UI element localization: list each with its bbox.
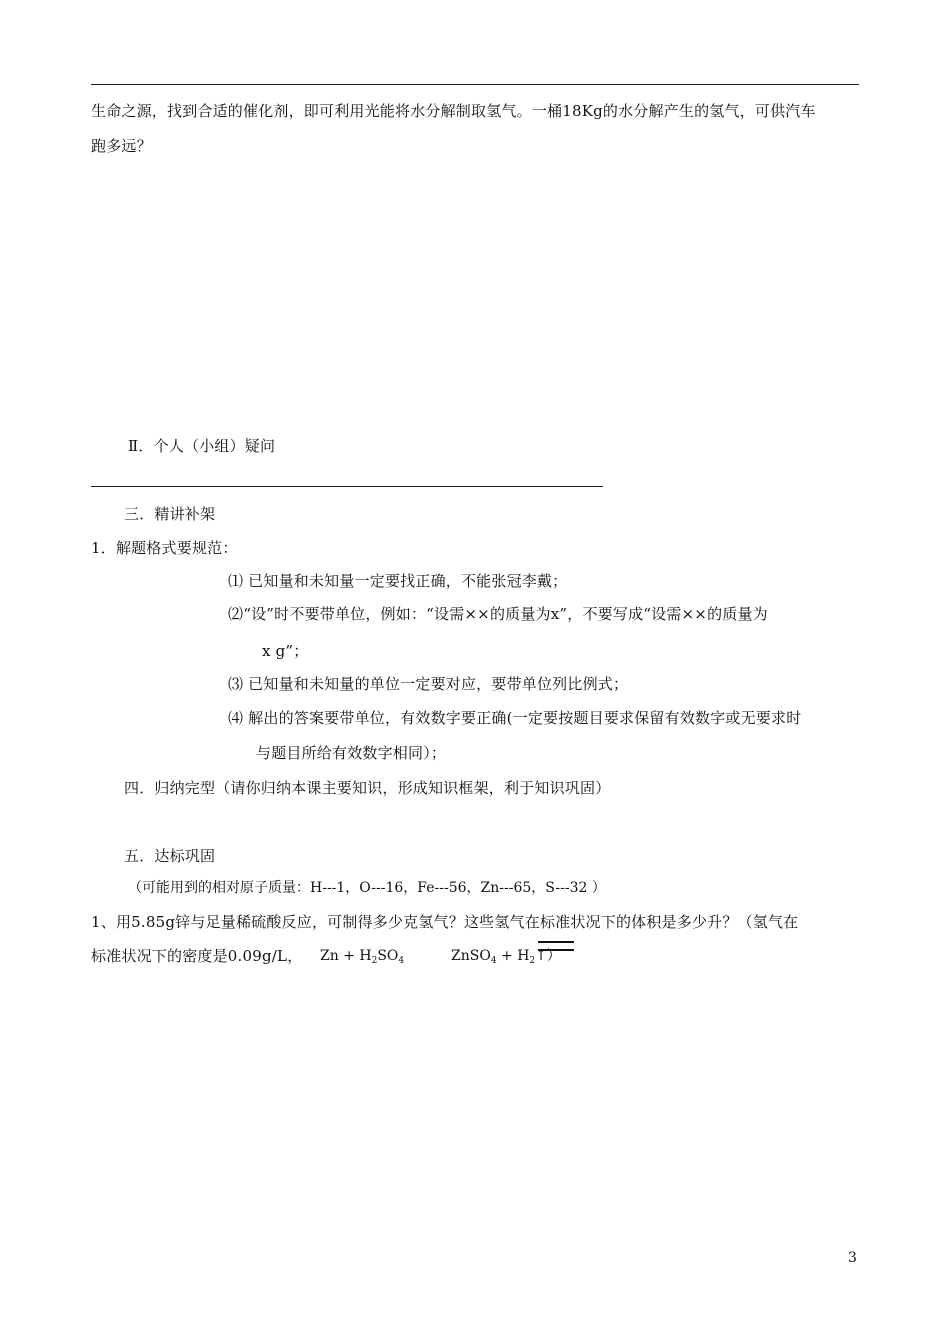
equation-products [451, 946, 561, 966]
question1-line2 [91, 946, 302, 966]
section2-heading: Ⅱ．个人（小组）疑问 [128, 437, 276, 455]
hydrogen-formula: $H_2$ [517, 948, 536, 966]
section3-heading: 三．精讲补架 [124, 505, 216, 523]
problem-text-line2: 跑多远？ [91, 137, 152, 155]
format-rule-1: ⑴ 已知量和未知量一定要找正确，不能张冠李戴； [228, 572, 568, 590]
section5-heading: 五．达标巩固 [124, 847, 216, 865]
zinc-sulfate-formula: ZnSO$_4$ [451, 948, 497, 966]
format-rule-4-line1: ⑷ 解出的答案要带单位，有效数字要正确(一定要按题目要求保留有效数字或无要求时 [228, 709, 802, 727]
atomic-masses-note: （可能用到的相对原子质量：H---1，O---16，Fe---56，Zn---65，S---32 ） [128, 880, 606, 896]
plus-sign: + [343, 948, 355, 964]
format-rule-4-line2: 与题目所给有效数字相同）； [256, 744, 447, 762]
section4-heading: 四．归纳完型（请你归纳本课主要知识，形成知识框架，利于知识巩固） [124, 779, 611, 797]
sulfuric-acid-formula: $H_2SO_4$ [359, 948, 405, 966]
equation-reactants [320, 946, 404, 966]
format-rules-heading: 1．解题格式要规范： [91, 539, 238, 557]
format-rule-3: ⑶ 已知量和未知量的单位一定要对应，要带单位列比例式； [228, 675, 629, 693]
header-rule [91, 84, 859, 85]
gas-arrow-icon: ↑ [535, 948, 547, 964]
close-paren: ） [546, 948, 561, 964]
density-text: 标准状况下的密度是0.09g/L， [91, 947, 303, 965]
page-number: 3 [848, 1250, 857, 1266]
zinc-formula: Zn [320, 948, 339, 964]
format-rule-2-line2: x g”； [262, 642, 309, 660]
format-rule-2-line1: ⑵“设”时不要带单位，例如：“设需××的质量为x”，不要写成“设需××的质量为 [228, 605, 768, 623]
answer-blank-line [91, 486, 603, 487]
plus-sign-2: + [501, 948, 513, 964]
problem-text-line1: 生命之源，找到合适的催化剂，即可利用光能将水分解制取氢气。一桶18Kg的水分解产生的氢气，可供汽车 [91, 102, 816, 120]
question1-line1: 1、用5.85g锌与足量稀硫酸反应，可制得多少克氢气？这些氢气在标准状况下的体积是多少升？（氢气在 [91, 913, 799, 931]
